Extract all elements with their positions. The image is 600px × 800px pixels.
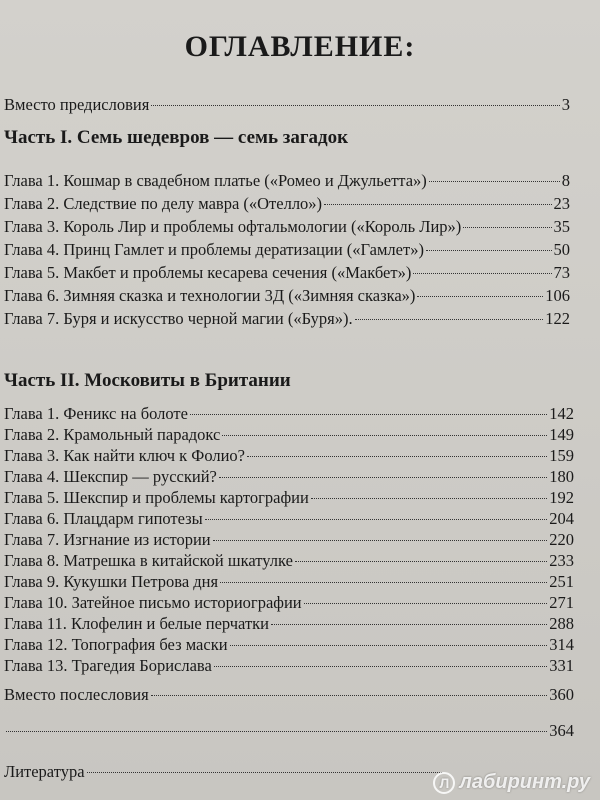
- toc-entry: [4, 531, 574, 549]
- toc-entry-page: 106: [545, 286, 570, 305]
- dot-leader: [324, 204, 551, 205]
- toc-entry-text: Глава 7. Буря и искусство черной магии («Буря»).: [4, 309, 353, 328]
- toc-entry-text: Глава 6. Плацдарм гипотезы: [4, 509, 203, 528]
- toc-entry-page: 180: [549, 467, 574, 486]
- dot-leader: [429, 181, 560, 182]
- dot-leader: [230, 645, 548, 646]
- dot-leader: [151, 105, 559, 106]
- dot-leader: [355, 319, 544, 320]
- toc-entry-text: Глава 8. Матрешка в китайской шкатулке: [4, 551, 293, 570]
- toc-entry-text: Глава 7. Изгнание из истории: [4, 530, 211, 549]
- toc-entry: [4, 510, 574, 528]
- toc-entry-page: 23: [553, 194, 570, 213]
- toc-entry: [4, 552, 574, 570]
- dot-leader: [213, 540, 548, 541]
- toc-entry-text: Глава 13. Трагедия Борислава: [4, 656, 212, 675]
- labirint-logo-icon: Л: [433, 772, 455, 794]
- dot-leader: [205, 519, 547, 520]
- dot-leader: [304, 603, 548, 604]
- dot-leader: [295, 561, 547, 562]
- toc-entry: [4, 594, 574, 612]
- toc-entry-text: Глава 9. Кукушки Петрова дня: [4, 572, 219, 591]
- toc-entry: [4, 615, 574, 633]
- dot-leader: [220, 582, 547, 583]
- toc-entry-page: 220: [549, 530, 574, 549]
- toc-entry-text: Глава 5. Макбет и проблемы кесарева сечения («Макбет»): [4, 263, 412, 282]
- toc-entry-page: 159: [549, 446, 574, 465]
- watermark-text: лабиринт.ру: [459, 771, 590, 793]
- toc-entry: [4, 172, 570, 190]
- toc-entry-text: Глава 4. Шекспир — русский?: [4, 467, 217, 486]
- toc-entry-text: Вместо послесловия: [4, 685, 149, 704]
- toc-entry-text: Глава 2. Крамольный парадокс: [4, 425, 221, 444]
- toc-entry: [4, 489, 574, 507]
- toc-entry-page: 192: [549, 488, 574, 507]
- toc-entry-text: Вместо предисловия: [4, 95, 150, 114]
- toc-entry: [4, 468, 574, 486]
- toc-entry-page: 149: [549, 425, 574, 444]
- toc-entry-text: Глава 12. Топография без маски: [4, 635, 228, 654]
- toc-entry-text: Литература: [4, 762, 85, 781]
- toc-entry: [4, 636, 574, 654]
- toc-entry-text: Глава 2. Следствие по делу мавра («Отелло»): [4, 194, 323, 213]
- toc-entry-text: Глава 3. Как найти ключ к Фолио?: [4, 446, 245, 465]
- dot-leader: [247, 456, 547, 457]
- toc-entry-text: Глава 10. Затейное письмо историографии: [4, 593, 302, 612]
- toc-entry-page: 50: [553, 240, 570, 259]
- part-title: Часть I. Семь шедевров — семь загадок: [4, 127, 349, 148]
- toc-entry-page: 271: [549, 593, 574, 612]
- dot-leader: [311, 498, 547, 499]
- toc-entry: [4, 264, 570, 282]
- toc-entry-page: 142: [549, 404, 574, 423]
- toc-entry-page: 73: [553, 263, 570, 282]
- dot-leader: [463, 227, 551, 228]
- toc-entry-page: 3: [561, 95, 570, 114]
- part-title: Часть II. Московиты в Британии: [4, 370, 291, 391]
- dot-leader: [219, 477, 547, 478]
- toc-entry-page: 251: [549, 572, 574, 591]
- toc-entry: [4, 657, 574, 675]
- dot-leader: [417, 296, 543, 297]
- page-title: ОГЛАВЛЕНИЕ:: [184, 30, 416, 63]
- toc-entry: [4, 447, 574, 465]
- toc-entry: [4, 195, 570, 213]
- dot-leader: [87, 772, 442, 773]
- toc-entry-afterword: [4, 686, 574, 704]
- toc-entry-text: Глава 11. Клофелин и белые перчатки: [4, 614, 270, 633]
- toc-entry: [4, 426, 574, 444]
- toc-entry: [4, 241, 570, 259]
- toc-entry-page: 331: [549, 656, 574, 675]
- dot-leader: [426, 250, 552, 251]
- dot-leader: [6, 731, 547, 732]
- toc-entry-text: Глава 4. Принц Гамлет и проблемы дератизации («Гамлет»): [4, 240, 424, 259]
- toc-entry-text: Глава 3. Король Лир и проблемы офтальмологии («Король Лир»): [4, 217, 462, 236]
- toc-entry-preface: [4, 96, 570, 114]
- toc-entry: [4, 405, 574, 423]
- toc-entry-page: 364: [549, 721, 574, 740]
- toc-entry-text: Глава 1. Кошмар в свадебном платье («Ромео и Джульетта»): [4, 171, 427, 190]
- toc-entry: [4, 310, 570, 328]
- toc-entry: [4, 218, 570, 236]
- toc-entry-text: Глава 1. Феникс на болоте: [4, 404, 188, 423]
- dot-leader: [271, 624, 547, 625]
- dot-leader: [222, 435, 547, 436]
- toc-entry-page: 122: [545, 309, 570, 328]
- toc-entry: [4, 573, 574, 591]
- watermark: [433, 771, 590, 794]
- dot-leader: [151, 695, 548, 696]
- toc-entry-literature: [4, 763, 444, 781]
- toc-entry-afterword-continued: [4, 722, 574, 740]
- toc-entry-page: 8: [561, 171, 570, 190]
- toc-entry-text: Глава 5. Шекспир и проблемы картографии: [4, 488, 309, 507]
- dot-leader: [214, 666, 547, 667]
- toc-entry: [4, 287, 570, 305]
- toc-entry-text: Глава 6. Зимняя сказка и технологии 3Д («Зимняя сказка»): [4, 286, 416, 305]
- toc-entry-page: 233: [549, 551, 574, 570]
- toc-entry-page: 204: [549, 509, 574, 528]
- toc-entry-page: 35: [553, 217, 570, 236]
- dot-leader: [190, 414, 547, 415]
- dot-leader: [413, 273, 551, 274]
- toc-entry-page: 314: [549, 635, 574, 654]
- toc-entry-page: 288: [549, 614, 574, 633]
- toc-entry-page: 360: [549, 685, 574, 704]
